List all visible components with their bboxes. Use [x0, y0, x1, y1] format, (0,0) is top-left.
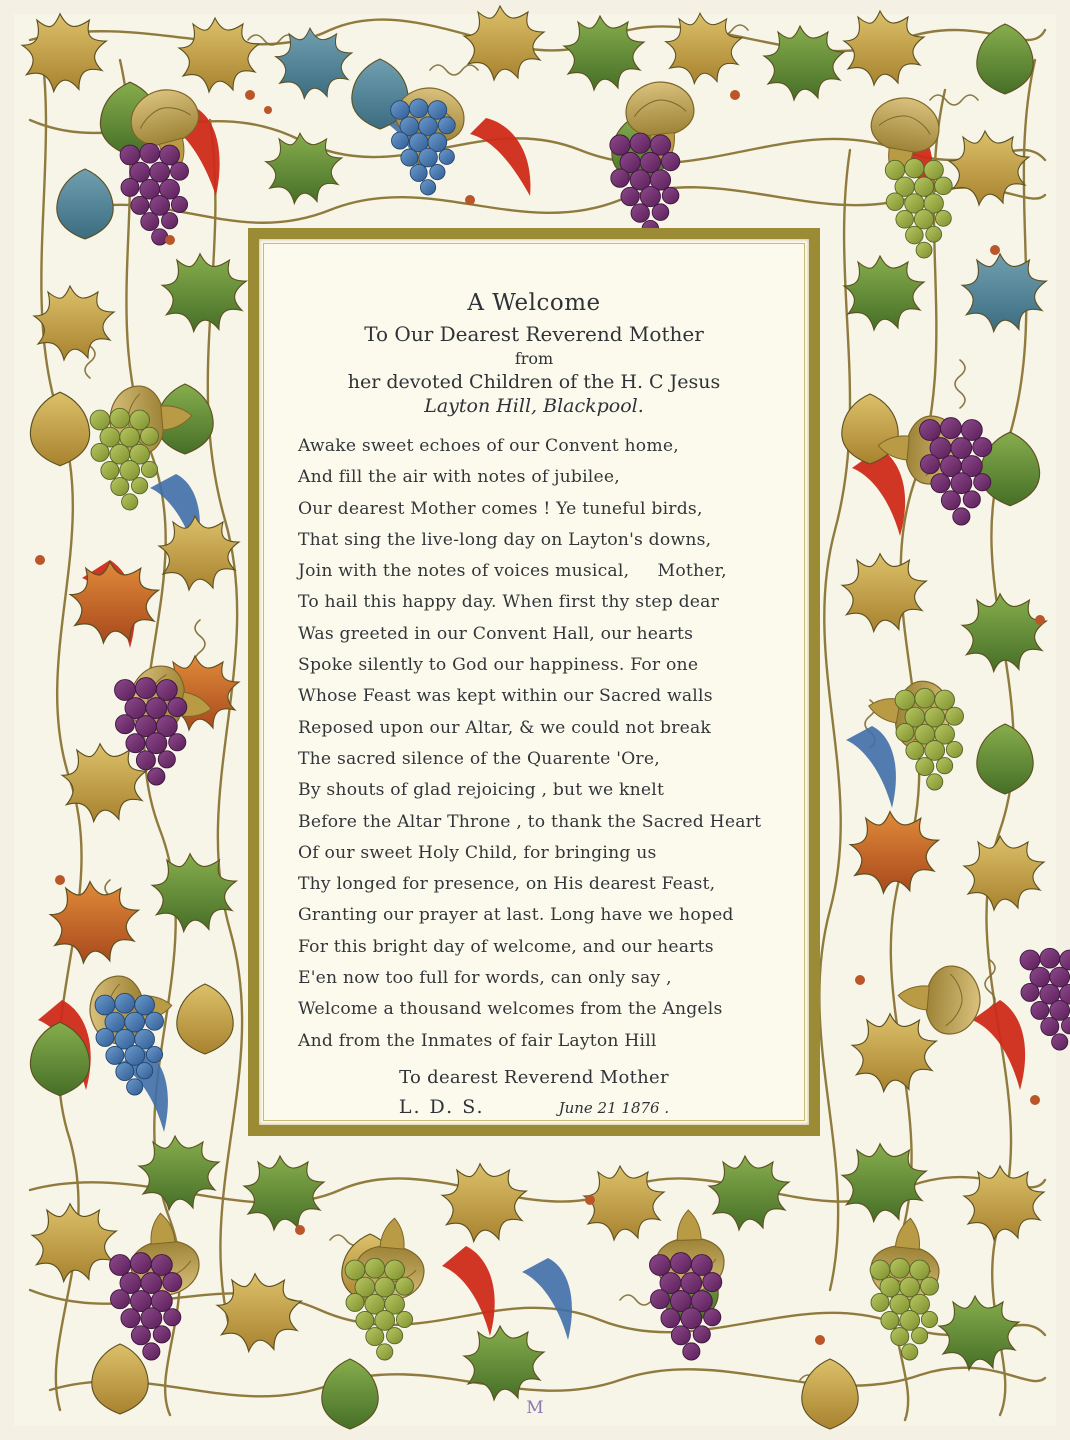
artist-monogram: M: [526, 1398, 544, 1418]
verse-line: Whose Feast was kept within our Sacred walls: [298, 686, 713, 707]
verse-line: Thy longed for presence, on His dearest Feast,: [298, 874, 716, 895]
page-title: A Welcome: [467, 290, 601, 316]
verse-line: Before the Altar Throne , to thank the Sacred Heart: [298, 811, 762, 832]
verse-line: Was greeted in our Convent Hall, our hearts: [298, 623, 694, 644]
verse-line: Welcome a thousand welcomes from the Angels: [298, 999, 723, 1020]
verse-line: E'en now too full for words, can only say ,: [298, 968, 672, 989]
from-label: from: [514, 349, 554, 368]
verse-line: And from the Inmates of fair Layton Hill: [298, 1030, 657, 1051]
place-line: Layton Hill, Blackpool.: [424, 395, 644, 417]
verse-line: Of our sweet Holy Child, for bringing us: [298, 842, 657, 863]
text-panel: [248, 228, 820, 1136]
verse-line: To hail this happy day. When first thy step dear: [298, 592, 720, 613]
verse-line: Spoke silently to God our happiness. For one: [298, 655, 699, 676]
closing-line: To dearest Reverend Mother: [399, 1066, 669, 1088]
verse-line: Awake sweet echoes of our Convent home,: [298, 436, 679, 456]
verse-line: Reposed upon our Altar, & we could not break: [298, 717, 712, 738]
poem-body: [298, 431, 770, 1057]
verse-line: Granting our prayer at last. Long have we hoped: [298, 905, 734, 926]
verse-line: That sing the live-long day on Layton's downs,: [298, 529, 712, 550]
signature-date: June 21 1876 .: [558, 1098, 670, 1117]
signature-initials: L. D. S.: [398, 1095, 485, 1118]
verse-line: And fill the air with notes of jubilee,: [298, 467, 620, 488]
text-panel-inner: [263, 243, 805, 1121]
verse-line: For this bright day of welcome, and our hearts: [298, 936, 714, 957]
verse-line: Join with the notes of voices musical, Mother,: [298, 561, 727, 582]
verse-line: Our dearest Mother comes ! Ye tuneful birds,: [298, 498, 703, 519]
signature-row: [298, 1096, 770, 1118]
children-line: her devoted Children of the H. C Jesus: [347, 371, 721, 393]
page-subtitle: To Our Dearest Reverend Mother: [364, 322, 704, 346]
verse-line: The sacred silence of the Quarente 'Ore,: [298, 748, 660, 769]
verse-line: By shouts of glad rejoicing , but we knelt: [298, 780, 665, 801]
